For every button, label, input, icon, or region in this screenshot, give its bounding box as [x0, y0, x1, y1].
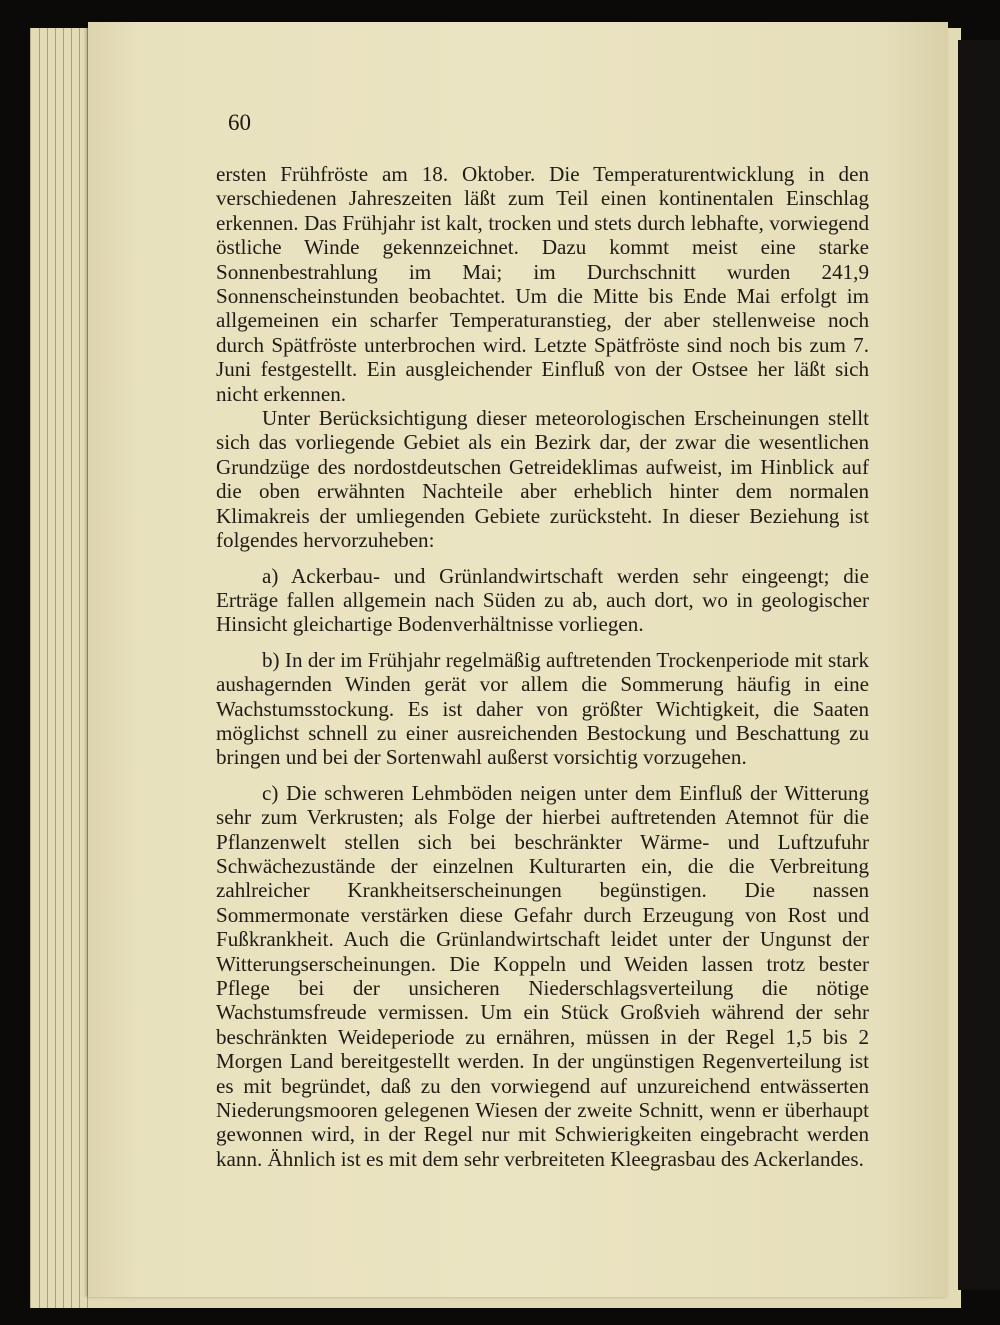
- page-edge: [71, 28, 72, 1308]
- page-edge: [55, 28, 56, 1308]
- body-text: [216, 162, 869, 1171]
- book-page: [88, 22, 948, 1297]
- paragraph-summary: Unter Berücksichtigung dieser meteorologischen Erscheinungen stellt sich das vorliegende Gebiet als ein Bezirk dar, der zwar die wesentlichen Grundzüge des nordostdeutschen Getreideklimas aufweist, im Hinblick auf die oben erwähnten Nachteile aber erheblich hinter dem normalen Klimakreis der umliegenden Gebiete zurücksteht. In dieser Beziehung ist folgendes hervorzuheben:: [216, 406, 869, 553]
- list-item-a: a) Ackerbau- und Grünlandwirtschaft werden sehr eingeengt; die Erträge fallen allgemein nach Süden zu ab, auch dort, wo in geologischer Hinsicht gleichartige Bodenverhältnisse vorliegen.: [216, 563, 869, 637]
- list-item-b: b) In der im Frühjahr regelmäßig auftretenden Trockenperiode mit stark aushagernden Winden gerät vor allem die Sommerung häufig in eine Wachstumsstockung. Es ist daher von größter Wichtigkeit, die Saaten möglichst schnell zu einer ausreichenden Bestockung und Beschattung zu bringen und bei der Sortenwahl außerst vorsichtig vorzugehen.: [216, 647, 869, 770]
- page-edge: [47, 28, 48, 1308]
- page-number: 60: [228, 110, 251, 135]
- page-edge: [79, 28, 80, 1308]
- page-edge: [63, 28, 64, 1308]
- page-edge: [39, 28, 40, 1308]
- scan-background-strip: [958, 40, 1000, 1290]
- paragraph-intro: ersten Frühfröste am 18. Oktober. Die Temperaturentwicklung in den verschiedenen Jahreszeiten läßt zum Teil einen kontinentalen Einschlag erkennen. Das Frühjahr ist kalt, trocken und stets durch lebhafte, vorwiegend östliche Winde gekennzeichnet. Dazu kommt meist eine starke Sonnenbestrahlung im Mai; im Durchschnitt wurden 241,9 Sonnenscheinstunden beobachtet. Um die Mitte bis Ende Mai erfolgt im allgemeinen ein scharfer Temperaturanstieg, der aber stellenweise noch durch Spätfröste unterbrochen wird. Letzte Spätfröste sind noch bis zum 7. Juni festgestellt. Ein ausgleichender Einfluß von der Ostsee her läßt sich nicht erkennen.: [216, 162, 869, 406]
- list-item-c: c) Die schweren Lehmböden neigen unter dem Einfluß der Witterung sehr zum Verkrusten; als Folge der hierbei auftretenden Atemnot für die Pflanzenwelt stellen sich bei beschränkter Wärme- und Luftzufuhr Schwächezustände der einzelnen Kulturarten ein, die die Verbreitung zahlreicher Krankheitserscheinungen begünstigen. Die nassen Sommermonate verstärken diese Gefahr durch Erzeugung von Rost und Fußkrankheit. Auch die Grünlandwirtschaft leidet unter der Ungunst der Witterungserscheinungen. Die Koppeln und Weiden lassen trotz bester Pflege bei der unsicheren Niederschlagsverteilung die nötige Wachstumsfreude vermissen. Um ein Stück Großvieh während der sehr beschränkten Weideperiode zu ernähren, müssen in der Regel 1,5 bis 2 Morgen Land bereitgestellt werden. In der ungünstigen Regenverteilung ist es mit begründet, daß zu den vorwiegend auf unzureichend entwässerten Niederungsmooren gelegenen Wiesen der zweite Schnitt, wenn er überhaupt gewonnen wird, in der Regel nur mit Schwierigkeiten eingebracht werden kann. Ähnlich ist es mit dem sehr verbreiteten Kleegrasbau des Ackerlandes.: [216, 780, 869, 1171]
